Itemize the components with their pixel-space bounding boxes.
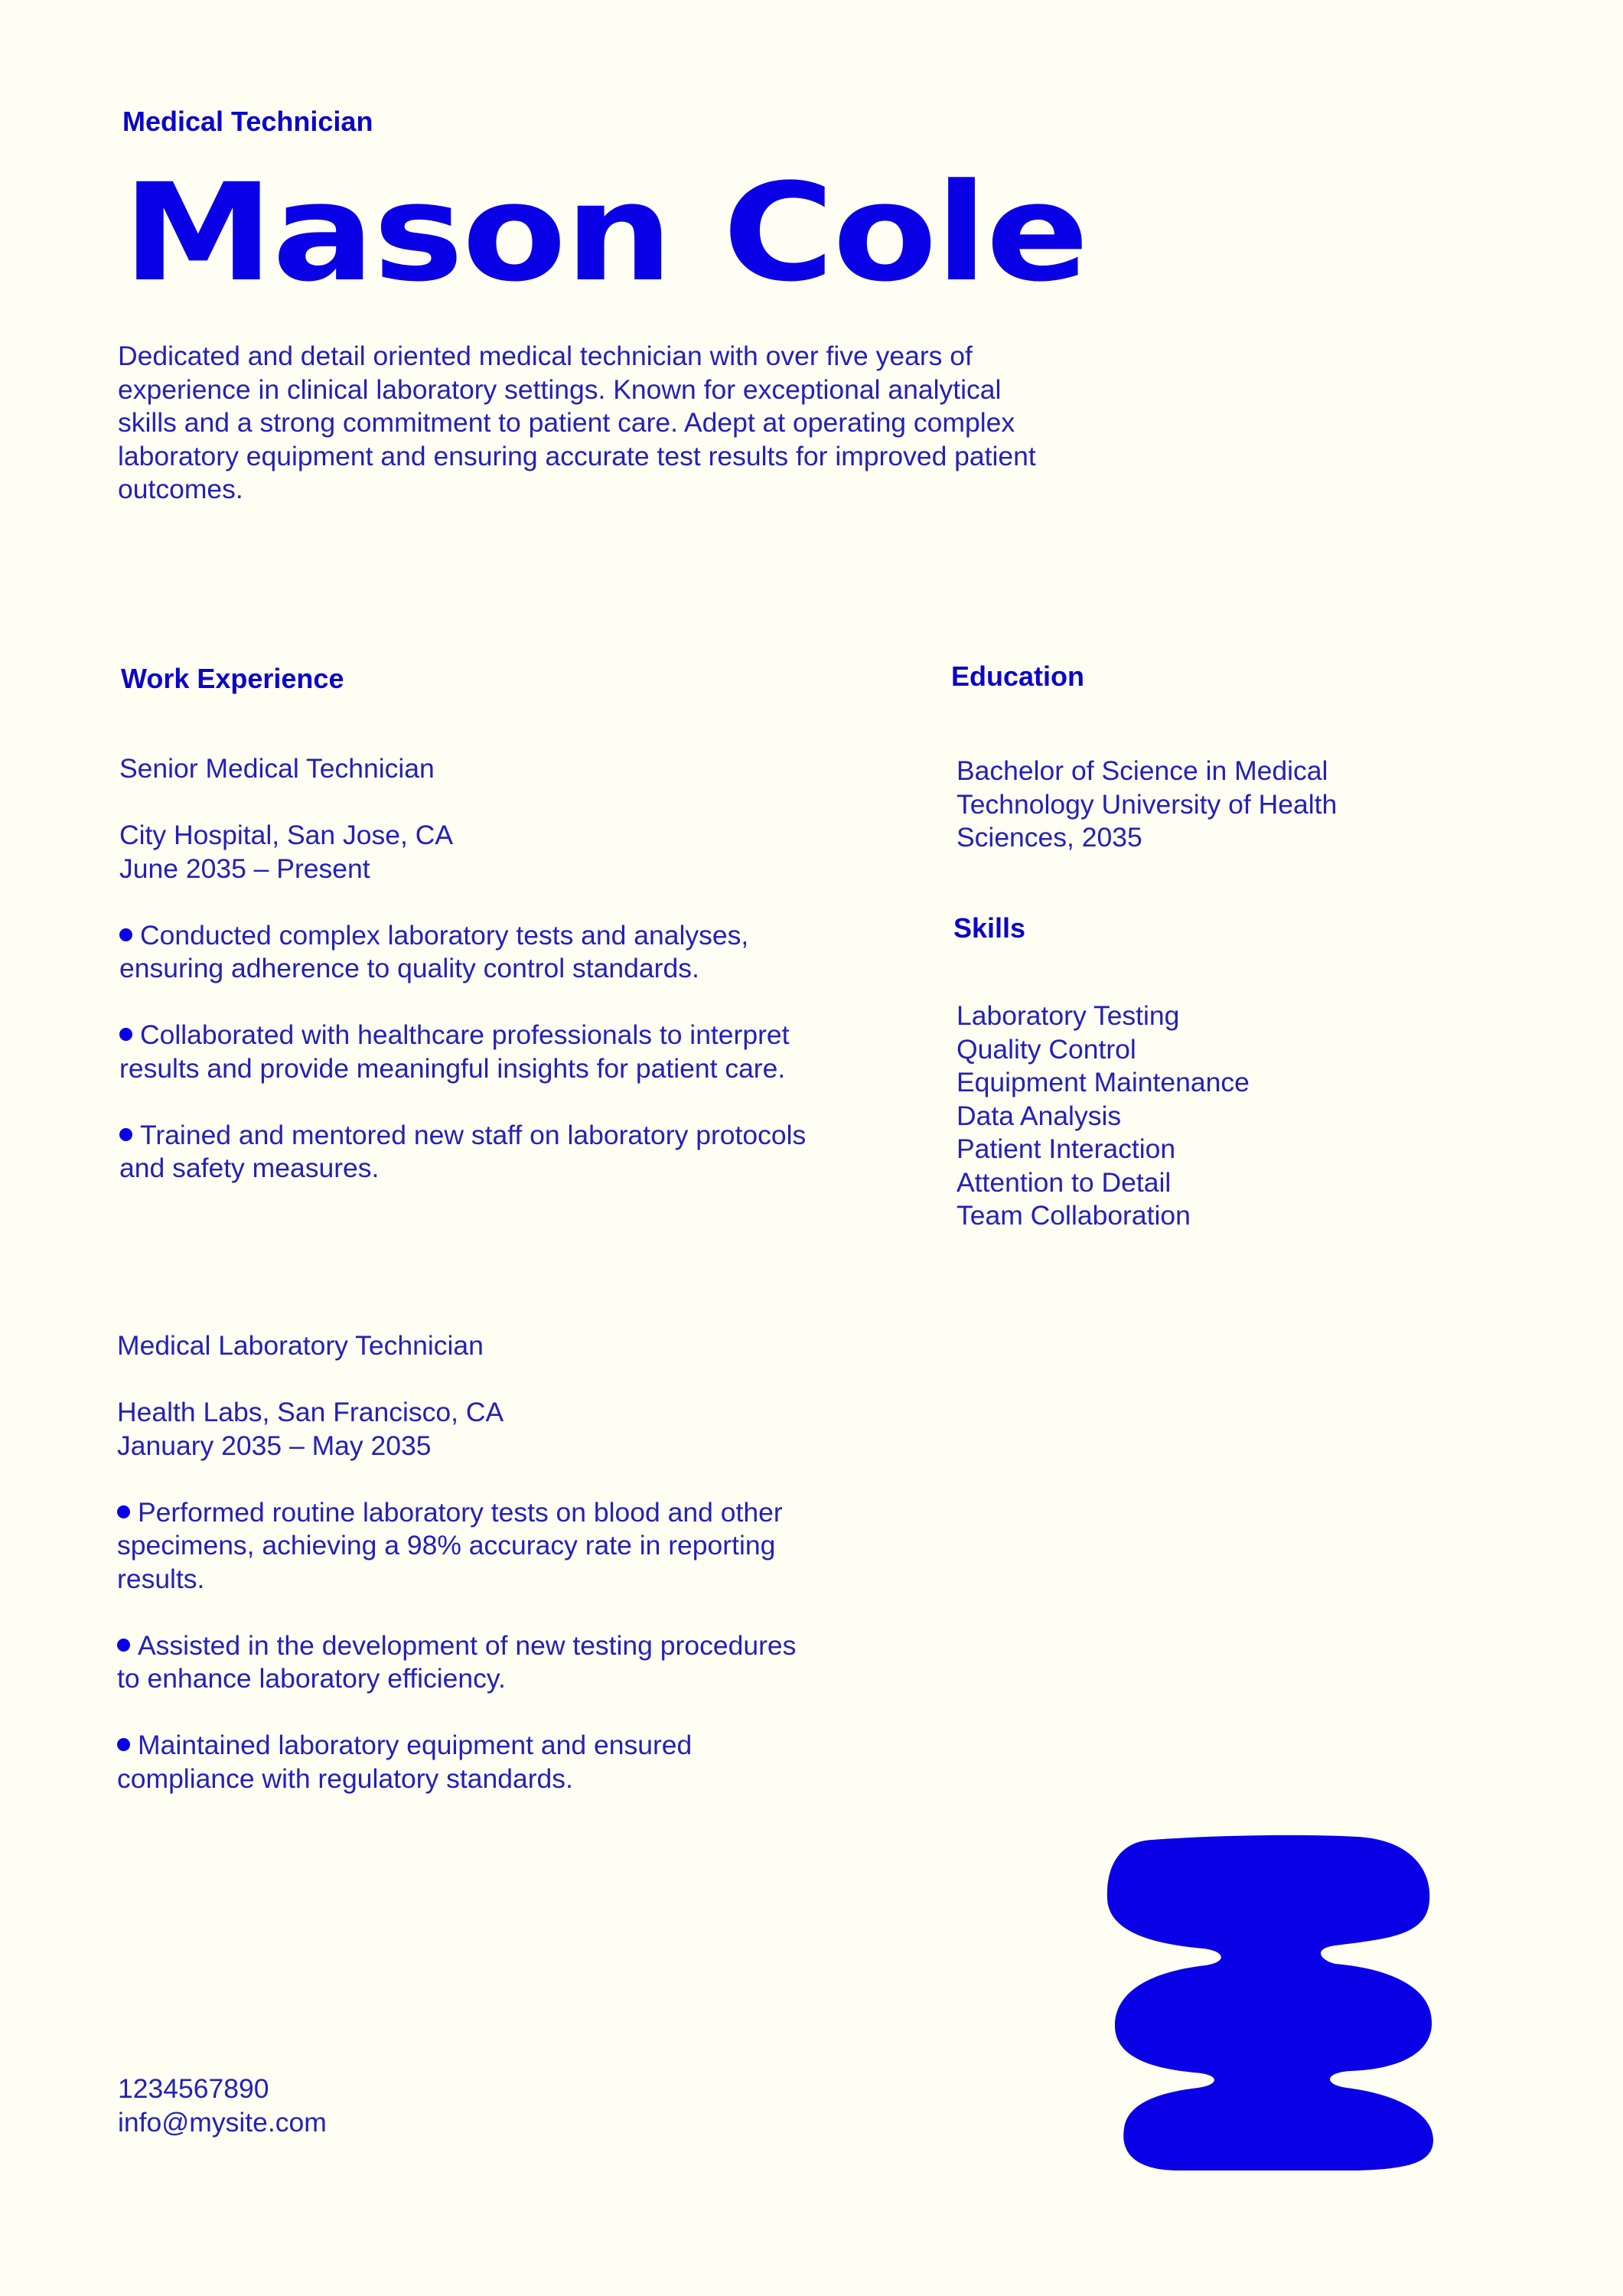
job-dates: June 2035 – Present xyxy=(119,853,370,884)
job-role: Medical Laboratory Technician xyxy=(117,1330,484,1361)
education-heading: Education xyxy=(951,660,1085,692)
skill-item: Quality Control xyxy=(957,1033,1136,1065)
bullet-dot-icon xyxy=(119,1028,132,1041)
bullet-dot-icon xyxy=(119,1128,132,1141)
job-role: Senior Medical Technician xyxy=(119,753,435,784)
job-bullet: Collaborated with healthcare professionals to interpret results and provide meaningful insights for patient care. xyxy=(119,1019,790,1084)
job-bullet: Trained and mentored new staff on laboratory protocols and safety measures. xyxy=(119,1119,807,1183)
skill-item: Patient Interaction xyxy=(957,1133,1176,1164)
job-location: Health Labs, San Francisco, CA xyxy=(117,1397,504,1427)
job-location: City Hospital, San Jose, CA xyxy=(119,820,454,850)
contact-info xyxy=(118,2073,327,2139)
skills-heading: Skills xyxy=(953,912,1026,944)
profile-summary: Dedicated and detail oriented medical technician with over five years of experience in clinical laboratory settings. Known for exceptional analytical skills and a strong commitment to patient care. Adept at operating complex laboratory equipment and ensuring accurate test results for improved patient outcomes. xyxy=(118,341,1036,504)
email-address: info@mysite.com xyxy=(118,2106,327,2138)
skills-list xyxy=(957,1000,1431,1233)
job-bullet: Assisted in the development of new testing procedures to enhance laboratory efficiency. xyxy=(117,1629,797,1694)
bullet-dot-icon xyxy=(117,1738,130,1751)
skill-item: Attention to Detail xyxy=(957,1166,1172,1198)
education-entry: Bachelor of Science in Medical Technology University of Health Sciences, 2035 xyxy=(957,755,1338,853)
bullet-dot-icon xyxy=(117,1639,130,1652)
skill-item: Data Analysis xyxy=(957,1100,1122,1131)
skill-item: Equipment Maintenance xyxy=(957,1067,1250,1097)
work-experience-heading: Work Experience xyxy=(121,663,344,694)
job-bullet: Conducted complex laboratory tests and analyses, ensuring adherence to quality control standards. xyxy=(119,919,749,983)
job-entry xyxy=(117,1329,821,1795)
bullet-dot-icon xyxy=(117,1505,130,1518)
bullet-dot-icon xyxy=(119,928,132,941)
job-dates: January 2035 – May 2035 xyxy=(117,1430,432,1461)
job-bullet: Performed routine laboratory tests on blood and other specimens, achieving a 98% accuracy rate in reporting results. xyxy=(117,1496,783,1594)
job-title: Medical Technician xyxy=(122,106,373,137)
skill-item: Team Collaboration xyxy=(957,1200,1191,1231)
blob-icon xyxy=(1106,1834,1435,2170)
job-bullet: Maintained laboratory equipment and ensured compliance with regulatory standards. xyxy=(117,1730,693,1794)
phone-number: 1234567890 xyxy=(118,2073,269,2104)
job-entry xyxy=(119,752,823,1186)
skill-item: Laboratory Testing xyxy=(957,1000,1180,1031)
candidate-name: Mason Cole xyxy=(122,155,1087,311)
